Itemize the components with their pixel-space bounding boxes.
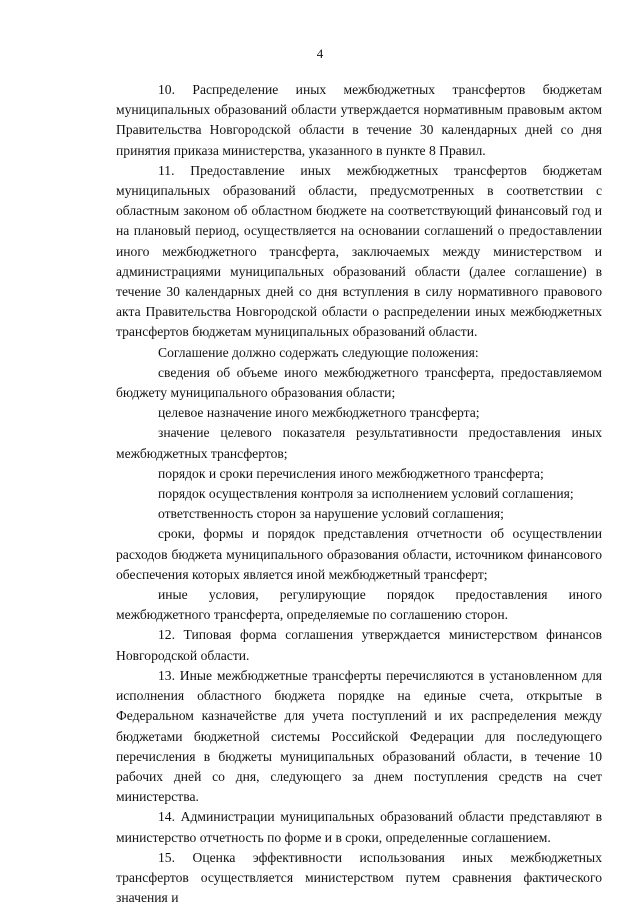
agreement-item: целевое назначение иного межбюджетного трансферта; xyxy=(158,405,480,421)
agreement-item: ответственность сторон за нарушение условий соглашения; xyxy=(158,506,504,522)
agreement-item: порядок и сроки перечисления иного межбюджетного трансферта; xyxy=(158,465,544,481)
document-body xyxy=(116,80,602,908)
agreement-item: сведения об объеме иного межбюджетного трансферта, предоставляемом бюджету муниципального образования области; xyxy=(116,364,602,401)
agreement-item: порядок осуществления контроля за исполнением условий соглашения; xyxy=(158,486,574,502)
agreement-item: иные условия, регулирующие порядок предоставления иного межбюджетного трансферта, определяемые по соглашению сторон. xyxy=(116,587,602,623)
paragraph-13: 13. Иные межбюджетные трансферты перечисляются в установленном для исполнения областного бюджета порядке на единые счета, открытые в Федеральном казначействе для учета поступлений и их распределения между бюджетами бюджетной системы Российской Федерации для последующего перечисления в бюджеты муниципальных образований области, в течение 10 рабочих дней со дня, следующего за днем поступления средств на счет министерства. xyxy=(116,667,602,805)
agreement-intro: Соглашение должно содержать следующие положения: xyxy=(158,344,479,360)
agreement-item: значение целевого показателя результативности предоставления иных межбюджетных трансфертов; xyxy=(116,425,602,461)
paragraph-12: 12. Типовая форма соглашения утверждается министерством финансов Новгородской области. xyxy=(116,627,602,663)
agreement-item: сроки, формы и порядок представления отчетности об осуществлении расходов бюджета муниципального образования области, источником финансового обеспечения которых является иной межбюджетный трансферт; xyxy=(116,526,602,582)
paragraph-10: 10. Распределение иных межбюджетных трансфертов бюджетам муниципальных образований области утверждается нормативным правовым актом Правительства Новгородской области в течение 30 календарных дней со дня принятия приказа министерства, указанного в пункте 8 Правил. xyxy=(116,82,602,158)
paragraph-15: 15. Оценка эффективности использования иных межбюджетных трансфертов осуществляется министерством путем сравнения фактического значения и xyxy=(116,849,602,906)
paragraph-11: 11. Предоставление иных межбюджетных трансфертов бюджетам муниципальных образований области, предусмотренных в соответствии с областным законом об областном бюджете на соответствующий финансовый год и на плановый период, осуществляется на основании соглашений о предоставлении иного межбюджетного трансферта, заключаемых между министерством и администрациями муниципальных образований области (далее соглашение) в течение 30 календарных дней со дня вступления в силу нормативного правового акта Правительства Новгородской области о распределении иных межбюджетных трансфертов бюджетам муниципальных образований области. xyxy=(116,162,602,340)
paragraph-14: 14. Администрации муниципальных образований области представляют в министерство отчетность по форме и в сроки, определенные соглашением. xyxy=(116,809,602,845)
page-number: 4 xyxy=(316,46,324,61)
